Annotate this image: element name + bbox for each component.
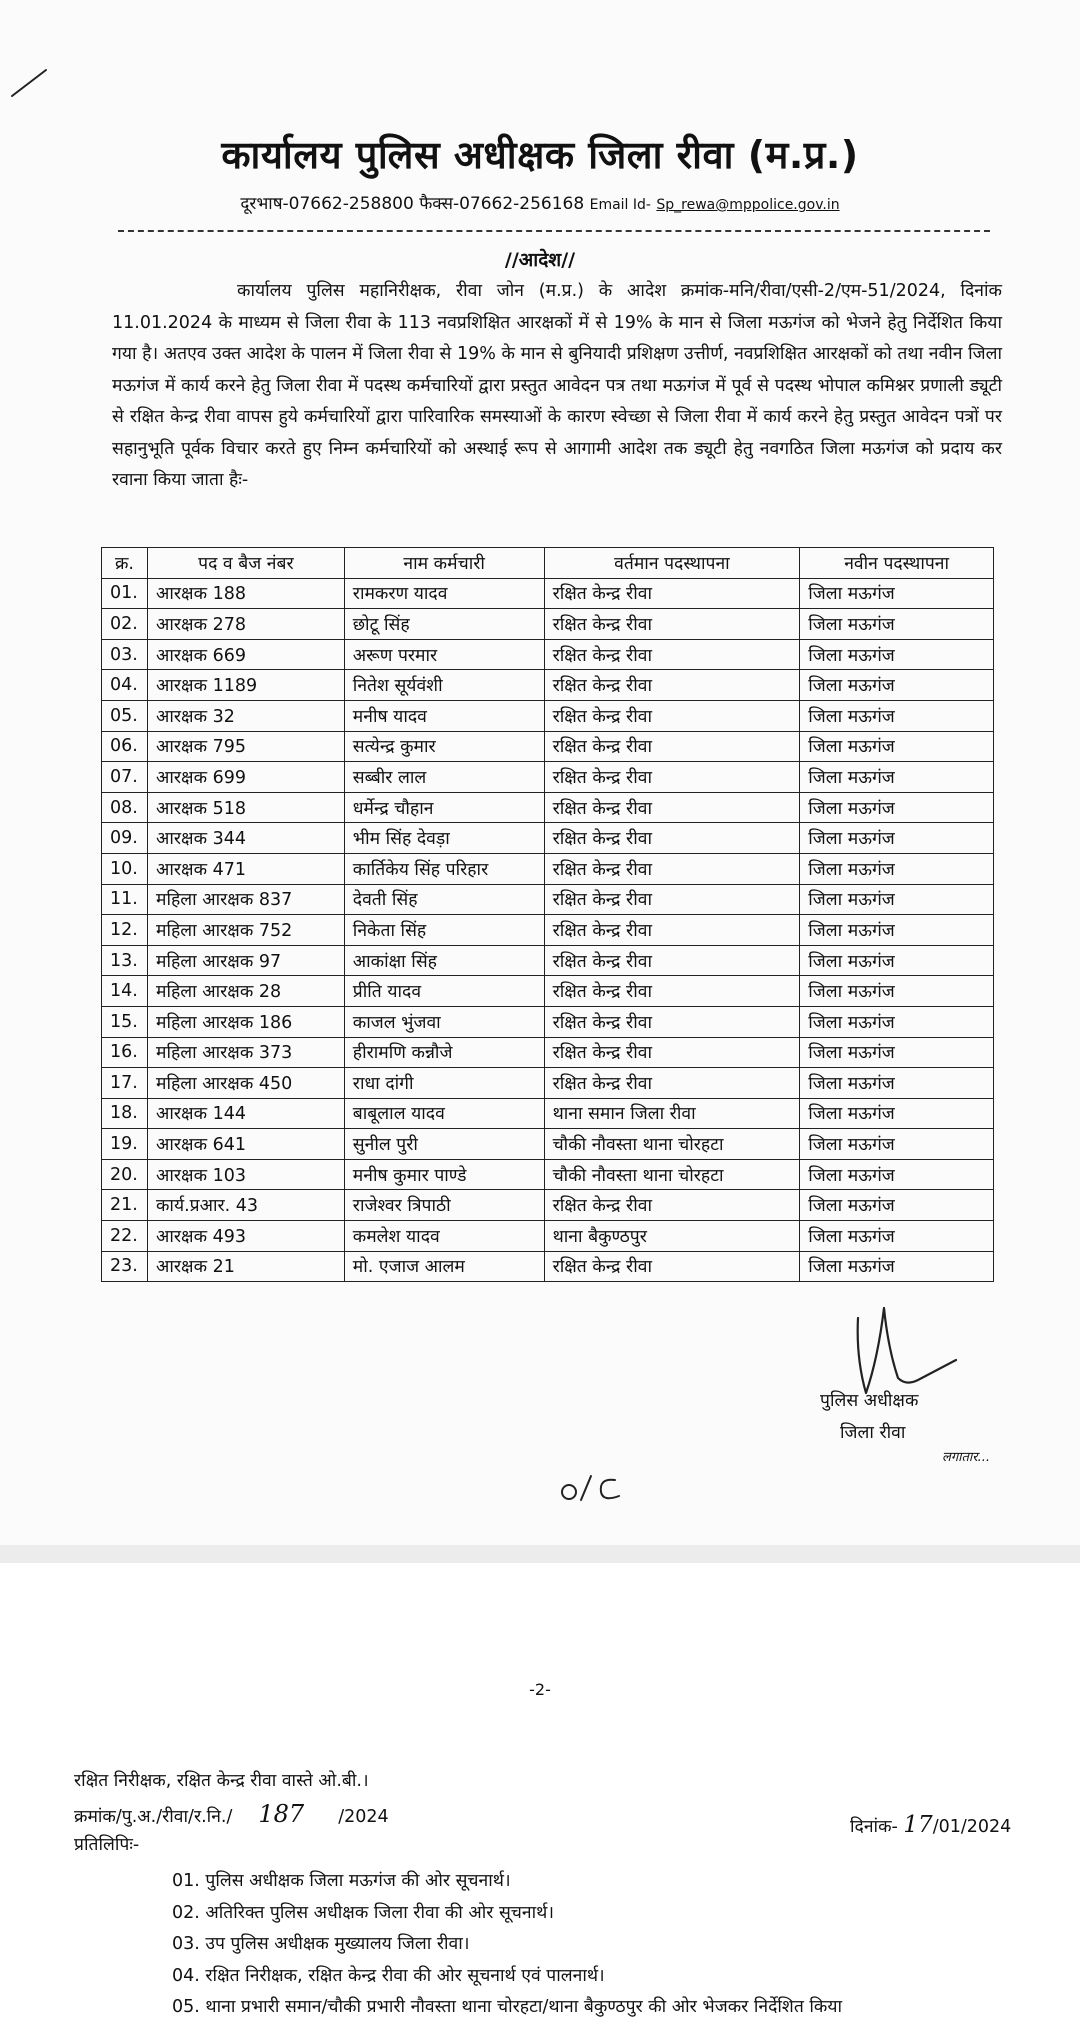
post-badge-cell: महिला आरक्षक 837 bbox=[147, 884, 344, 915]
table-body bbox=[102, 578, 994, 1282]
new-posting-cell: जिला मऊगंज bbox=[800, 945, 994, 976]
table-row bbox=[102, 1006, 994, 1037]
fax-number: फैक्स-07662-256168 bbox=[419, 194, 585, 214]
current-posting-cell: रक्षित केन्द्र रीवा bbox=[544, 609, 800, 640]
employee-name-cell: अरूण परमार bbox=[344, 639, 544, 670]
page-number: -2- bbox=[529, 1680, 551, 1699]
post-badge-cell: आरक्षक 795 bbox=[147, 731, 344, 762]
new-posting-cell: जिला मऊगंज bbox=[800, 731, 994, 762]
table-row bbox=[102, 1251, 994, 1282]
list-item: 05. थाना प्रभारी समान/चौकी प्रभारी नौवस्ता थाना चोरहटा/थाना बैकुण्ठपुर की ओर भेजकर निर्देशित किया bbox=[172, 1997, 843, 2017]
current-posting-cell: थाना बैकुण्ठपुर bbox=[544, 1221, 800, 1252]
list-item: 01. पुलिस अधीक्षक जिला मऊगंज की ओर सूचनार्थ। bbox=[172, 1871, 511, 1891]
employee-name-cell: निकेता सिंह bbox=[344, 915, 544, 946]
table-row bbox=[102, 853, 994, 884]
table-row bbox=[102, 915, 994, 946]
post-badge-cell: आरक्षक 471 bbox=[147, 853, 344, 884]
serial-cell: 18. bbox=[102, 1098, 148, 1129]
new-posting-cell: जिला मऊगंज bbox=[800, 1006, 994, 1037]
contact-line bbox=[0, 191, 1080, 214]
table-row bbox=[102, 945, 994, 976]
serial-cell: 14. bbox=[102, 976, 148, 1007]
current-posting-cell: रक्षित केन्द्र रीवा bbox=[544, 731, 800, 762]
new-posting-cell: जिला मऊगंज bbox=[800, 700, 994, 731]
post-badge-cell: आरक्षक 188 bbox=[147, 578, 344, 609]
new-posting-cell: जिला मऊगंज bbox=[800, 578, 994, 609]
current-posting-cell: रक्षित केन्द्र रीवा bbox=[544, 976, 800, 1007]
table-row bbox=[102, 884, 994, 915]
serial-cell: 02. bbox=[102, 609, 148, 640]
table-row bbox=[102, 976, 994, 1007]
post-badge-cell: महिला आरक्षक 97 bbox=[147, 945, 344, 976]
new-posting-cell: जिला मऊगंज bbox=[800, 1251, 994, 1282]
current-posting-cell: रक्षित केन्द्र रीवा bbox=[544, 1251, 800, 1282]
current-posting-cell: रक्षित केन्द्र रीवा bbox=[544, 1190, 800, 1221]
employee-name-cell: सत्येन्द्र कुमार bbox=[344, 731, 544, 762]
serial-cell: 05. bbox=[102, 700, 148, 731]
serial-cell: 20. bbox=[102, 1159, 148, 1190]
new-posting-cell: जिला मऊगंज bbox=[800, 670, 994, 701]
forward-line: रक्षित निरीक्षक, रक्षित केन्द्र रीवा वास्ते ओ.बी.। bbox=[74, 1771, 369, 1791]
email-label: Email Id- bbox=[589, 197, 651, 213]
employee-name-cell: धर्मेन्द्र चौहान bbox=[344, 792, 544, 823]
reference-line bbox=[74, 1800, 389, 1828]
new-posting-cell: जिला मऊगंज bbox=[800, 976, 994, 1007]
table-row bbox=[102, 700, 994, 731]
current-posting-cell: रक्षित केन्द्र रीवा bbox=[544, 578, 800, 609]
table-row bbox=[102, 670, 994, 701]
serial-cell: 10. bbox=[102, 853, 148, 884]
col-post-badge: पद व बैज नंबर bbox=[147, 548, 344, 579]
serial-cell: 13. bbox=[102, 945, 148, 976]
new-posting-cell: जिला मऊगंज bbox=[800, 1159, 994, 1190]
current-posting-cell: रक्षित केन्द्र रीवा bbox=[544, 884, 800, 915]
new-posting-cell: जिला मऊगंज bbox=[800, 792, 994, 823]
signatory-place: जिला रीवा bbox=[840, 1423, 906, 1443]
employee-name-cell: राजेश्वर त्रिपाठी bbox=[344, 1190, 544, 1221]
serial-cell: 01. bbox=[102, 578, 148, 609]
employee-name-cell: देवती सिंह bbox=[344, 884, 544, 915]
page-separator bbox=[0, 1545, 1080, 1563]
serial-cell: 22. bbox=[102, 1221, 148, 1252]
current-posting-cell: रक्षित केन्द्र रीवा bbox=[544, 823, 800, 854]
current-posting-cell: रक्षित केन्द्र रीवा bbox=[544, 792, 800, 823]
employee-name-cell: काजल भुंजवा bbox=[344, 1006, 544, 1037]
serial-cell: 16. bbox=[102, 1037, 148, 1068]
current-posting-cell: रक्षित केन्द्र रीवा bbox=[544, 670, 800, 701]
employee-name-cell: सब्बीर लाल bbox=[344, 762, 544, 793]
table-row bbox=[102, 762, 994, 793]
post-badge-cell: महिला आरक्षक 28 bbox=[147, 976, 344, 1007]
employee-name-cell: कमलेश यादव bbox=[344, 1221, 544, 1252]
current-posting-cell: रक्षित केन्द्र रीवा bbox=[544, 700, 800, 731]
employee-name-cell: मो. एजाज आलम bbox=[344, 1251, 544, 1282]
employee-name-cell: नितेश सूर्यवंशी bbox=[344, 670, 544, 701]
reference-year: /2024 bbox=[338, 1807, 389, 1827]
continued-note: लगातार... bbox=[942, 1450, 990, 1465]
col-employee-name: नाम कर्मचारी bbox=[344, 548, 544, 579]
current-posting-cell: रक्षित केन्द्र रीवा bbox=[544, 1068, 800, 1099]
pen-stroke-mark bbox=[8, 64, 58, 104]
serial-cell: 06. bbox=[102, 731, 148, 762]
current-posting-cell: रक्षित केन्द्र रीवा bbox=[544, 853, 800, 884]
serial-cell: 09. bbox=[102, 823, 148, 854]
new-posting-cell: जिला मऊगंज bbox=[800, 1190, 994, 1221]
post-badge-cell: आरक्षक 669 bbox=[147, 639, 344, 670]
current-posting-cell: थाना समान जिला रीवा bbox=[544, 1098, 800, 1129]
employee-name-cell: छोटू सिंह bbox=[344, 609, 544, 640]
post-badge-cell: आरक्षक 518 bbox=[147, 792, 344, 823]
date-line bbox=[850, 1812, 1011, 1838]
reference-prefix: क्रमांक/पु.अ./रीवा/र.नि./ bbox=[74, 1807, 233, 1827]
reference-number: 187 bbox=[258, 1800, 305, 1828]
col-serial: क्र. bbox=[102, 548, 148, 579]
table-row bbox=[102, 639, 994, 670]
serial-cell: 03. bbox=[102, 639, 148, 670]
table-row bbox=[102, 1190, 994, 1221]
current-posting-cell: रक्षित केन्द्र रीवा bbox=[544, 762, 800, 793]
serial-cell: 15. bbox=[102, 1006, 148, 1037]
header-divider bbox=[118, 230, 990, 232]
serial-cell: 19. bbox=[102, 1129, 148, 1160]
office-title: कार्यालय पुलिस अधीक्षक जिला रीवा (म.प्र.) bbox=[221, 133, 859, 177]
post-badge-cell: आरक्षक 641 bbox=[147, 1129, 344, 1160]
post-badge-cell: महिला आरक्षक 450 bbox=[147, 1068, 344, 1099]
copies-label: प्रतिलिपिः- bbox=[74, 1835, 140, 1855]
post-badge-cell: आरक्षक 144 bbox=[147, 1098, 344, 1129]
copies-list bbox=[172, 1866, 842, 2024]
post-badge-cell: महिला आरक्षक 373 bbox=[147, 1037, 344, 1068]
post-badge-cell: आरक्षक 21 bbox=[147, 1251, 344, 1282]
new-posting-cell: जिला मऊगंज bbox=[800, 609, 994, 640]
serial-cell: 08. bbox=[102, 792, 148, 823]
list-item: 02. अतिरिक्त पुलिस अधीक्षक जिला रीवा की ओर सूचनार्थ। bbox=[172, 1902, 554, 1923]
serial-cell: 23. bbox=[102, 1251, 148, 1282]
post-badge-cell: आरक्षक 1189 bbox=[147, 670, 344, 701]
date-rest: /01/2024 bbox=[932, 1817, 1012, 1837]
current-posting-cell: रक्षित केन्द्र रीवा bbox=[544, 915, 800, 946]
list-item: 03. उप पुलिस अधीक्षक मुख्यालय जिला रीवा। bbox=[172, 1934, 470, 1954]
current-posting-cell: रक्षित केन्द्र रीवा bbox=[544, 945, 800, 976]
table-row bbox=[102, 1037, 994, 1068]
posting-table bbox=[101, 547, 994, 1282]
current-posting-cell: चौकी नौवस्ता थाना चोरहटा bbox=[544, 1129, 800, 1160]
new-posting-cell: जिला मऊगंज bbox=[800, 1037, 994, 1068]
order-heading: //आदेश// bbox=[504, 249, 576, 271]
new-posting-cell: जिला मऊगंज bbox=[800, 639, 994, 670]
post-badge-cell: महिला आरक्षक 186 bbox=[147, 1006, 344, 1037]
col-current-posting: वर्तमान पदस्थापना bbox=[544, 548, 800, 579]
col-new-posting: नवीन पदस्थापना bbox=[800, 548, 994, 579]
order-body bbox=[112, 276, 1002, 497]
table-row bbox=[102, 609, 994, 640]
table-row bbox=[102, 1221, 994, 1252]
serial-cell: 04. bbox=[102, 670, 148, 701]
post-badge-cell: कार्य.प्रआर. 43 bbox=[147, 1190, 344, 1221]
table-row bbox=[102, 1068, 994, 1099]
post-badge-cell: आरक्षक 278 bbox=[147, 609, 344, 640]
employee-name-cell: बाबूलाल यादव bbox=[344, 1098, 544, 1129]
table-row bbox=[102, 823, 994, 854]
new-posting-cell: जिला मऊगंज bbox=[800, 1098, 994, 1129]
current-posting-cell: रक्षित केन्द्र रीवा bbox=[544, 1037, 800, 1068]
new-posting-cell: जिला मऊगंज bbox=[800, 762, 994, 793]
current-posting-cell: चौकी नौवस्ता थाना चोरहटा bbox=[544, 1159, 800, 1190]
serial-cell: 21. bbox=[102, 1190, 148, 1221]
handwritten-initials bbox=[555, 1468, 635, 1508]
email-link[interactable]: Sp_rewa@mppolice.gov.in bbox=[656, 197, 840, 213]
employee-name-cell: हीरामणि कन्नौजे bbox=[344, 1037, 544, 1068]
table-header-row bbox=[102, 548, 994, 579]
order-paragraph: कार्यालय पुलिस महानिरीक्षक, रीवा जोन (म.प्र.) के आदेश क्रमांक-मनि/रीवा/एसी-2/एम-51/2024, दिनांक 11.01.2024 के माध्यम से जिला रीवा के 113 नवप्रशिक्षित आरक्षकों में से 19% के मान से जिला मऊगंज को भेजने हेतु निर्देशित किया गया है। अतएव उक्त आदेश के पालन में जिला रीवा से 19% के मान से बुनियादी प्रशिक्षण उत्तीर्ण, नवप्रशिक्षित आरक्षकों को तथा नवीन जिला मऊगंज में कार्य करने हेतु जिला रीवा में पदस्थ कर्मचारियों द्वारा प्रस्तुत आवेदन पत्र तथा मऊगंज में पूर्व से पदस्थ भोपाल कमिश्नर प्रणाली ड्यूटी से रक्षित केन्द्र रीवा वापस हुये कर्मचारियों द्वारा पारिवारिक समस्याओं के कारण स्वेच्छा से जिला रीवा में कार्य करने हेतु प्रस्तुत आवेदन पत्रों पर सहानुभूति पूर्वक विचार करते हुए निम्न कर्मचारियों को अस्थाई रूप से आगामी आदेश तक ड्यूटी हेतु नवगठित जिला मऊगंज को प्रदाय कर रवाना किया जाता हैः- bbox=[112, 281, 1002, 490]
new-posting-cell: जिला मऊगंज bbox=[800, 853, 994, 884]
new-posting-cell: जिला मऊगंज bbox=[800, 1221, 994, 1252]
table-row bbox=[102, 1129, 994, 1160]
table-row bbox=[102, 1159, 994, 1190]
new-posting-cell: जिला मऊगंज bbox=[800, 915, 994, 946]
table-row bbox=[102, 792, 994, 823]
new-posting-cell: जिला मऊगंज bbox=[800, 1129, 994, 1160]
serial-cell: 17. bbox=[102, 1068, 148, 1099]
employee-name-cell: सुनील पुरी bbox=[344, 1129, 544, 1160]
serial-cell: 11. bbox=[102, 884, 148, 915]
employee-name-cell: आकांक्षा सिंह bbox=[344, 945, 544, 976]
post-badge-cell: आरक्षक 699 bbox=[147, 762, 344, 793]
list-item: 04. रक्षित निरीक्षक, रक्षित केन्द्र रीवा की ओर सूचनार्थ एवं पालनार्थ। bbox=[172, 1965, 605, 1986]
table-row bbox=[102, 578, 994, 609]
new-posting-cell: जिला मऊगंज bbox=[800, 823, 994, 854]
employee-name-cell: राधा दांगी bbox=[344, 1068, 544, 1099]
current-posting-cell: रक्षित केन्द्र रीवा bbox=[544, 639, 800, 670]
employee-name-cell: मनीष यादव bbox=[344, 700, 544, 731]
current-posting-cell: रक्षित केन्द्र रीवा bbox=[544, 1006, 800, 1037]
employee-name-cell: कार्तिकेय सिंह परिहार bbox=[344, 853, 544, 884]
table-row bbox=[102, 1098, 994, 1129]
new-posting-cell: जिला मऊगंज bbox=[800, 1068, 994, 1099]
date-day: 17 bbox=[903, 1812, 933, 1838]
serial-cell: 07. bbox=[102, 762, 148, 793]
serial-cell: 12. bbox=[102, 915, 148, 946]
employee-name-cell: रामकरण यादव bbox=[344, 578, 544, 609]
employee-name-cell: भीम सिंह देवड़ा bbox=[344, 823, 544, 854]
post-badge-cell: महिला आरक्षक 752 bbox=[147, 915, 344, 946]
post-badge-cell: आरक्षक 344 bbox=[147, 823, 344, 854]
employee-name-cell: मनीष कुमार पाण्डे bbox=[344, 1159, 544, 1190]
table-row bbox=[102, 731, 994, 762]
phone-number: दूरभाष-07662-258800 bbox=[240, 194, 414, 214]
post-badge-cell: आरक्षक 493 bbox=[147, 1221, 344, 1252]
new-posting-cell: जिला मऊगंज bbox=[800, 884, 994, 915]
date-label: दिनांक- bbox=[850, 1817, 898, 1837]
post-badge-cell: आरक्षक 32 bbox=[147, 700, 344, 731]
employee-name-cell: प्रीति यादव bbox=[344, 976, 544, 1007]
signatory-title: पुलिस अधीक्षक bbox=[820, 1391, 919, 1411]
post-badge-cell: आरक्षक 103 bbox=[147, 1159, 344, 1190]
